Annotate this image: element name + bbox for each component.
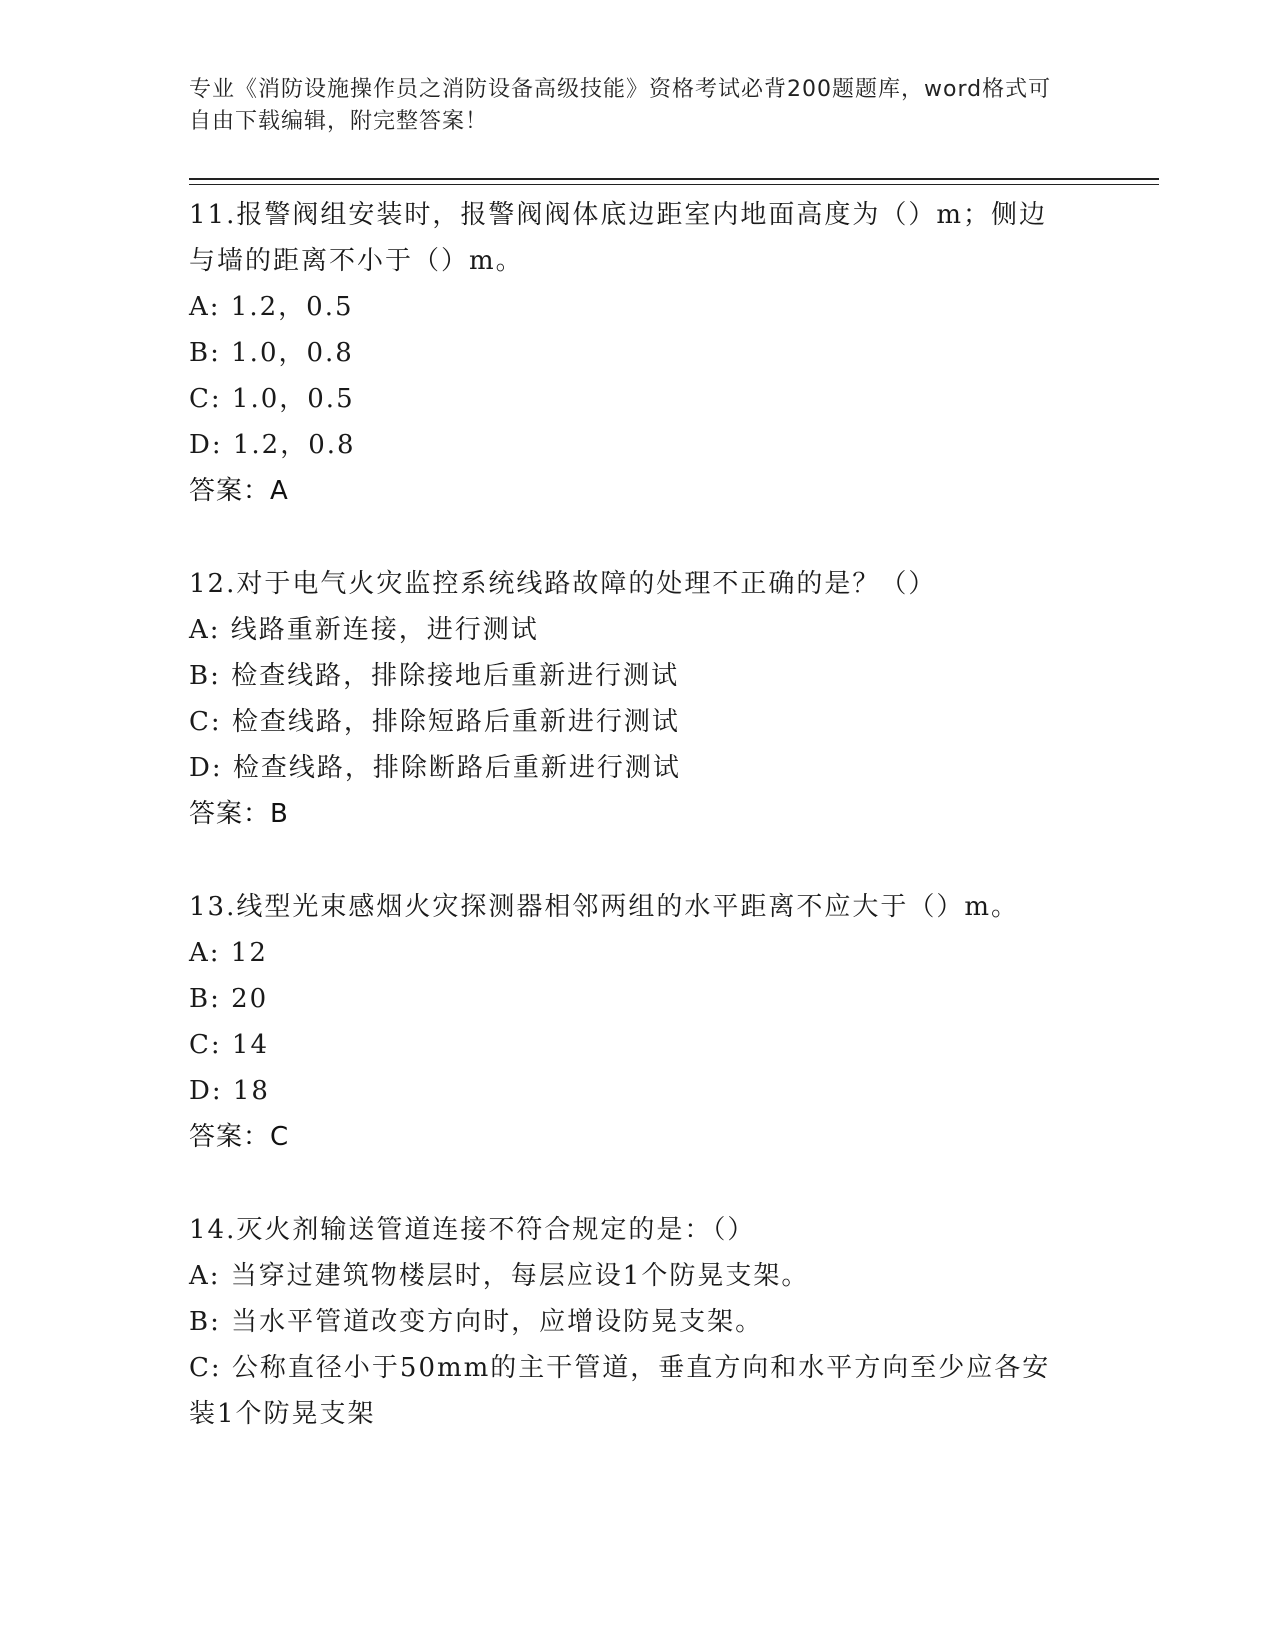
answer-label: 答案：C: [189, 1122, 290, 1152]
option-b: B: 检查线路，排除接地后重新进行测试: [189, 661, 680, 691]
question-14: [189, 1207, 1069, 1437]
option-d: D: 1.2，0.8: [189, 430, 356, 460]
option-a: A: 当穿过建筑物楼层时，每层应设1个防晃支架。: [189, 1261, 810, 1291]
header-divider-thin: [189, 184, 1159, 185]
option-a: A: 1.2，0.5: [189, 292, 354, 322]
question-13: [189, 884, 1069, 1160]
question-12: [189, 561, 1069, 837]
answer-label: 答案：B: [189, 799, 289, 829]
question-11: [189, 192, 1069, 514]
question-list: [189, 192, 1069, 1437]
header-divider-thick: [189, 178, 1159, 180]
option-a: A: 12: [189, 938, 268, 968]
question-stem: 11.报警阀组安装时，报警阀阀体底边距室内地面高度为（）m；侧边与墙的距离不小于（）m。: [189, 200, 1048, 276]
option-b: B: 当水平管道改变方向时，应增设防晃支架。: [189, 1307, 764, 1337]
option-a: A: 线路重新连接，进行测试: [189, 615, 539, 645]
option-b: B: 1.0，0.8: [189, 338, 354, 368]
option-d: D: 18: [189, 1076, 270, 1106]
question-stem: 12.对于电气火灾监控系统线路故障的处理不正确的是？（）: [189, 569, 937, 599]
document-header: 专业《消防设施操作员之消防设备高级技能》资格考试必背200题题库，word格式可自由下载编辑，附完整答案！: [189, 77, 1052, 134]
option-c: C: 14: [189, 1030, 270, 1060]
question-stem: 14.灭火剂输送管道连接不符合规定的是：（）: [189, 1215, 756, 1245]
answer-label: 答案：A: [189, 476, 289, 506]
option-c: C: 1.0，0.5: [189, 384, 355, 414]
question-gap: [189, 1160, 1069, 1207]
option-b: B: 20: [189, 984, 269, 1014]
option-d: D: 检查线路，排除断路后重新进行测试: [189, 753, 681, 783]
question-stem: 13.线型光束感烟火灾探测器相邻两组的水平距离不应大于（）m。: [189, 892, 1020, 922]
option-c: C: 公称直径小于50mm的主干管道，垂直方向和水平方向至少应各安装1个防晃支架: [189, 1353, 1051, 1429]
option-c: C: 检查线路，排除短路后重新进行测试: [189, 707, 680, 737]
question-gap: [189, 514, 1069, 561]
question-gap: [189, 837, 1069, 884]
